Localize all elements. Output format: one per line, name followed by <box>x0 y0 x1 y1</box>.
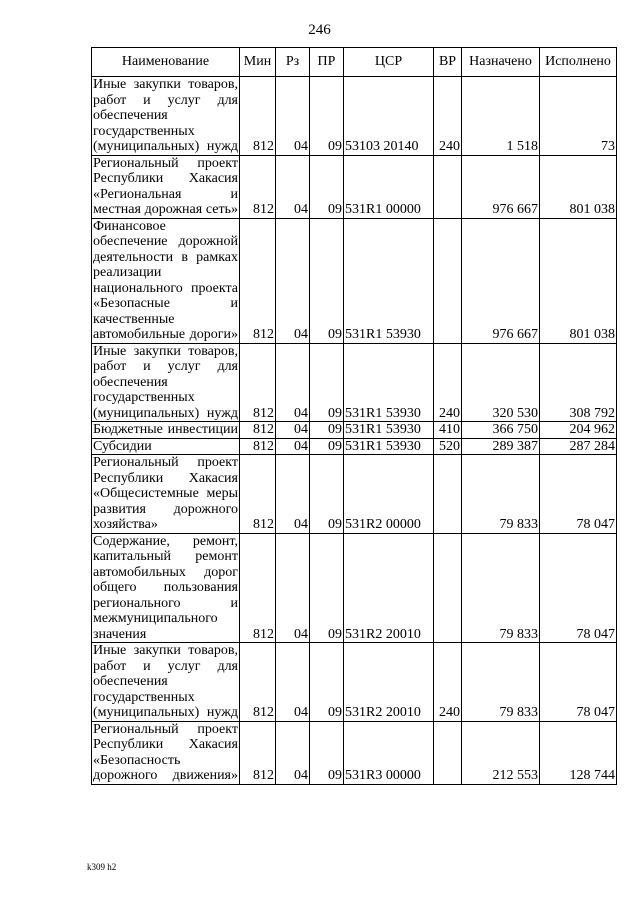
row-rz: 04 <box>276 721 310 784</box>
row-executed: 78 047 <box>540 455 617 534</box>
row-pr: 09 <box>310 155 344 218</box>
row-executed: 73 <box>540 77 617 156</box>
row-vr <box>434 155 462 218</box>
row-assigned: 79 833 <box>462 643 540 722</box>
row-executed: 287 284 <box>540 438 617 455</box>
row-rz: 04 <box>276 455 310 534</box>
row-pr: 09 <box>310 643 344 722</box>
row-min: 812 <box>240 77 276 156</box>
row-name: Иные закупки товаров, работ и услуг для обеспечения государственных (муниципальных) нужд <box>93 643 238 720</box>
table-header-row <box>92 48 617 77</box>
row-rz: 04 <box>276 438 310 455</box>
row-min: 812 <box>240 155 276 218</box>
row-assigned: 212 553 <box>462 721 540 784</box>
row-rz: 04 <box>276 422 310 439</box>
row-executed: 801 038 <box>540 218 617 343</box>
row-executed: 308 792 <box>540 343 617 422</box>
header-assigned: Назначено <box>462 48 540 77</box>
row-assigned: 976 667 <box>462 155 540 218</box>
row-assigned: 976 667 <box>462 218 540 343</box>
row-csr: 53103 20140 <box>344 77 434 156</box>
row-rz: 04 <box>276 218 310 343</box>
row-pr: 09 <box>310 77 344 156</box>
table-row <box>92 455 617 534</box>
row-name: Содержание, ремонт, капитальный ремонт автомобильных дорог общего пользования регионального и межмуниципального значения <box>93 533 238 642</box>
row-assigned: 366 750 <box>462 422 540 439</box>
row-assigned: 289 387 <box>462 438 540 455</box>
row-name: Иные закупки товаров, работ и услуг для обеспечения государственных (муниципальных) нужд <box>93 343 238 421</box>
row-min: 812 <box>240 721 276 784</box>
row-name: Иные закупки товаров, работ и услуг для обеспечения государственных (муниципальных) нужд <box>93 77 238 154</box>
row-min: 812 <box>240 643 276 722</box>
table-row <box>92 343 617 422</box>
row-min: 812 <box>240 455 276 534</box>
row-name: Бюджетные инвестиции <box>93 422 238 437</box>
table-row <box>92 155 617 218</box>
row-csr: 531R2 20010 <box>344 643 434 722</box>
row-rz: 04 <box>276 643 310 722</box>
row-min: 812 <box>240 533 276 643</box>
row-vr: 520 <box>434 438 462 455</box>
row-pr: 09 <box>310 721 344 784</box>
row-min: 812 <box>240 422 276 439</box>
row-assigned: 79 833 <box>462 533 540 643</box>
header-rz: Рз <box>276 48 310 77</box>
row-pr: 09 <box>310 533 344 643</box>
row-pr: 09 <box>310 438 344 455</box>
row-csr: 531R1 53930 <box>344 438 434 455</box>
table-row <box>92 533 617 643</box>
row-name: Региональный проект Республики Хакасия «Безопасность дорожного движения» <box>93 721 238 783</box>
row-assigned: 1 518 <box>462 77 540 156</box>
row-pr: 09 <box>310 455 344 534</box>
header-name: Наименование <box>92 48 240 77</box>
header-pr: ПР <box>310 48 344 77</box>
header-vr: ВР <box>434 48 462 77</box>
row-name: Региональный проект Республики Хакасия «Общесистемные меры развития дорожного хозяйства» <box>93 455 238 532</box>
row-name: Региональный проект Республики Хакасия «Региональная и местная дорожная сеть» <box>93 155 238 217</box>
row-vr: 240 <box>434 77 462 156</box>
table-row <box>92 218 617 343</box>
row-assigned: 320 530 <box>462 343 540 422</box>
row-pr: 09 <box>310 422 344 439</box>
row-csr: 531R1 53930 <box>344 343 434 422</box>
row-csr: 531R1 53930 <box>344 422 434 439</box>
row-pr: 09 <box>310 343 344 422</box>
row-min: 812 <box>240 218 276 343</box>
row-name: Субсидии <box>92 438 240 455</box>
header-csr: ЦСР <box>344 48 434 77</box>
row-executed: 78 047 <box>540 533 617 643</box>
row-vr <box>434 218 462 343</box>
row-min: 812 <box>240 438 276 455</box>
footer-code: k309 h2 <box>87 862 117 872</box>
row-name: Финансовое обеспечение дорожной деятельности в рамках реализации национального проекта «Безопасные и качественные автомобильные дороги» <box>93 218 238 342</box>
row-csr: 531R2 00000 <box>344 455 434 534</box>
row-vr <box>434 455 462 534</box>
row-rz: 04 <box>276 533 310 643</box>
row-executed: 78 047 <box>540 643 617 722</box>
row-rz: 04 <box>276 155 310 218</box>
table-row <box>92 422 617 439</box>
row-executed: 801 038 <box>540 155 617 218</box>
page-number: 246 <box>308 22 331 38</box>
row-vr: 410 <box>434 422 462 439</box>
table-row <box>92 643 617 722</box>
row-csr: 531R3 00000 <box>344 721 434 784</box>
row-executed: 128 744 <box>540 721 617 784</box>
table-row <box>92 438 617 455</box>
row-rz: 04 <box>276 77 310 156</box>
row-csr: 531R2 20010 <box>344 533 434 643</box>
table-row <box>92 721 617 784</box>
row-vr <box>434 721 462 784</box>
row-assigned: 79 833 <box>462 455 540 534</box>
row-rz: 04 <box>276 343 310 422</box>
row-csr: 531R1 53930 <box>344 218 434 343</box>
row-pr: 09 <box>310 218 344 343</box>
header-min: Мин <box>240 48 276 77</box>
header-executed: Исполнено <box>540 48 617 77</box>
budget-table <box>91 47 617 785</box>
row-csr: 531R1 00000 <box>344 155 434 218</box>
row-vr: 240 <box>434 643 462 722</box>
row-min: 812 <box>240 343 276 422</box>
row-vr <box>434 533 462 643</box>
table-row <box>92 77 617 156</box>
row-executed: 204 962 <box>540 422 617 439</box>
row-vr: 240 <box>434 343 462 422</box>
